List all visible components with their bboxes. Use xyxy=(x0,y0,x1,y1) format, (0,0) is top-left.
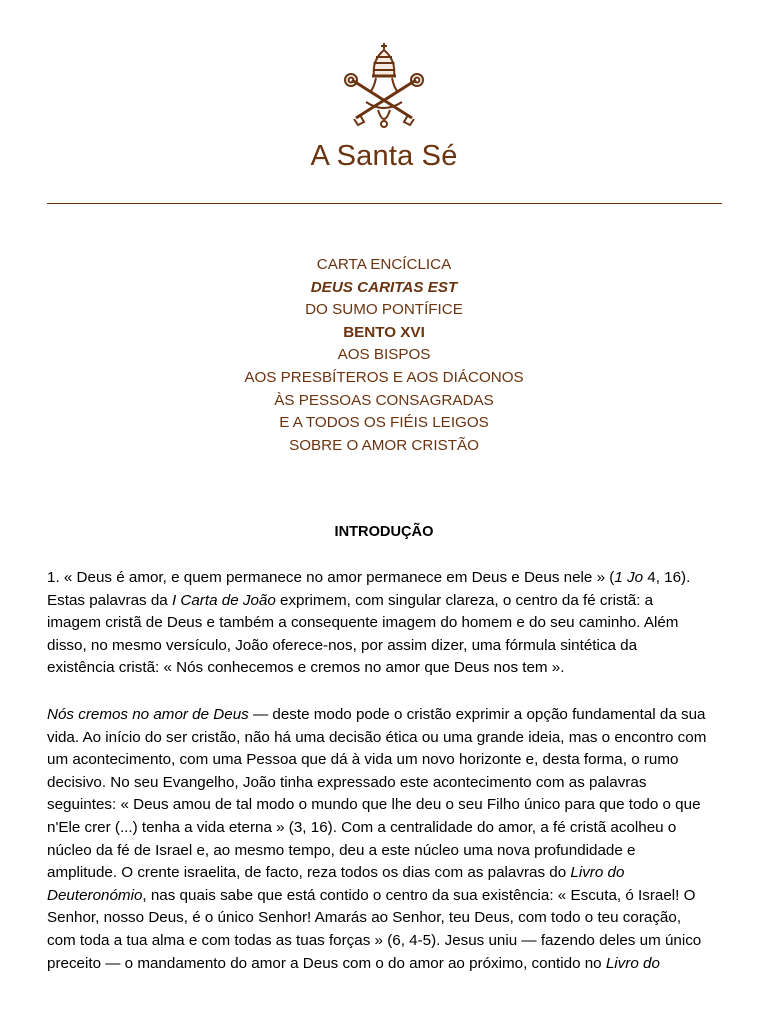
header-divider xyxy=(47,203,722,204)
paragraph-line: com toda a tua alma e com todas as tuas forças » (6, 4-5). Jesus uniu — fazendo deles um único xyxy=(47,931,702,949)
citation-italic: 1 Jo xyxy=(614,569,644,586)
heading-line-1: CARTA ENCÍCLICA xyxy=(316,256,452,273)
text-span: 1. « Deus é amor, e quem permanece no amor permanece em Deus e Deus nele » ( xyxy=(47,569,615,586)
text-span: — deste modo pode o cristão exprimir a opção fundamental da sua xyxy=(248,706,706,723)
heading-line-8: E A TODOS OS FIÉIS LEIGOS xyxy=(279,414,489,432)
paragraph-line: núcleo da fé de Israel e, ao mesmo tempo, deu a este núcleo uma nova profundidade e xyxy=(47,841,636,859)
paragraph-line: vida. Ao início do ser cristão, não há uma decisão ética ou uma grande ideia, mas o encontro com xyxy=(47,728,707,746)
paragraph-line xyxy=(47,862,737,885)
heading-line-7: ÀS PESSOAS CONSAGRADAS xyxy=(274,391,494,409)
paragraph-line: imagem cristã de Deus e também a consequente imagem do homem e do seu caminho. Além xyxy=(47,614,679,632)
text-span: exprimem, com singular clareza, o centro da fé cristã: a xyxy=(275,591,654,609)
paragraph-2 xyxy=(47,704,737,975)
citation-italic: I Carta de João xyxy=(171,591,276,609)
heading-line-3: DO SUMO PONTÍFICE xyxy=(305,301,463,319)
paragraph-line xyxy=(47,953,737,976)
paragraph-line: n'Ele crer (...) tenha a vida eterna » (3, 16). Com a centralidade do amor, a fé cristã acolheu o xyxy=(47,818,677,836)
paragraph-line: existência cristã: « Nós conhecemos e cremos no amor que Deus nos tem ». xyxy=(47,659,565,677)
paragraph-1 xyxy=(47,567,737,680)
papal-coat-of-arms-icon xyxy=(338,40,430,132)
paragraph-line: Senhor, nosso Deus, é o único Senhor! Amarás ao Senhor, teu Deus, com todo o teu coração, xyxy=(47,909,682,927)
site-title: A Santa Sé xyxy=(310,140,458,172)
paragraph-line xyxy=(47,885,737,908)
encyclical-heading xyxy=(0,254,768,457)
heading-encyclical-title: DEUS CARITAS EST xyxy=(310,278,458,296)
section-title: INTRODUÇÃO xyxy=(334,524,434,540)
heading-pope-name: BENTO XVI xyxy=(343,323,425,341)
citation-italic: Livro do xyxy=(570,864,625,882)
text-span: 4, 16). xyxy=(643,569,691,586)
paragraph-line xyxy=(47,590,737,613)
paragraph-line: decisivo. No seu Evangelho, João tinha expressado este acontecimento com as palavras xyxy=(47,773,647,791)
paragraph-line xyxy=(47,567,737,590)
citation-italic: Deuteronómio xyxy=(47,886,143,904)
text-span: , nas quais sabe que está contido o centro da sua existência: « Escuta, ó Israel! O xyxy=(142,886,696,904)
heading-line-9: SOBRE O AMOR CRISTÃO xyxy=(289,436,479,454)
citation-italic: Livro do xyxy=(605,954,660,972)
paragraph-line xyxy=(47,704,737,727)
paragraph-line: seguintes: « Deus amou de tal modo o mundo que lhe deu o seu Filho único para que todo o que xyxy=(47,796,701,814)
heading-line-6: AOS PRESBÍTEROS E AOS DIÁCONOS xyxy=(244,368,524,386)
text-span: amplitude. O crente israelita, de facto, reza todos os dias com as palavras do xyxy=(47,864,571,882)
heading-line-5: AOS BISPOS xyxy=(337,346,431,364)
emphasis-italic: Nós cremos no amor de Deus xyxy=(47,706,249,723)
text-span: preceito — o mandamento do amor a Deus com o do amor ao próximo, contido no xyxy=(47,954,606,972)
paragraph-line: um acontecimento, com uma Pessoa que dá à vida um novo horizonte e, desta forma, o rumo xyxy=(47,751,679,769)
text-span: Estas palavras da xyxy=(47,591,172,609)
paragraph-line: disso, no mesmo versículo, João oferece-nos, por assim dizer, uma fórmula sintética da xyxy=(47,636,638,654)
